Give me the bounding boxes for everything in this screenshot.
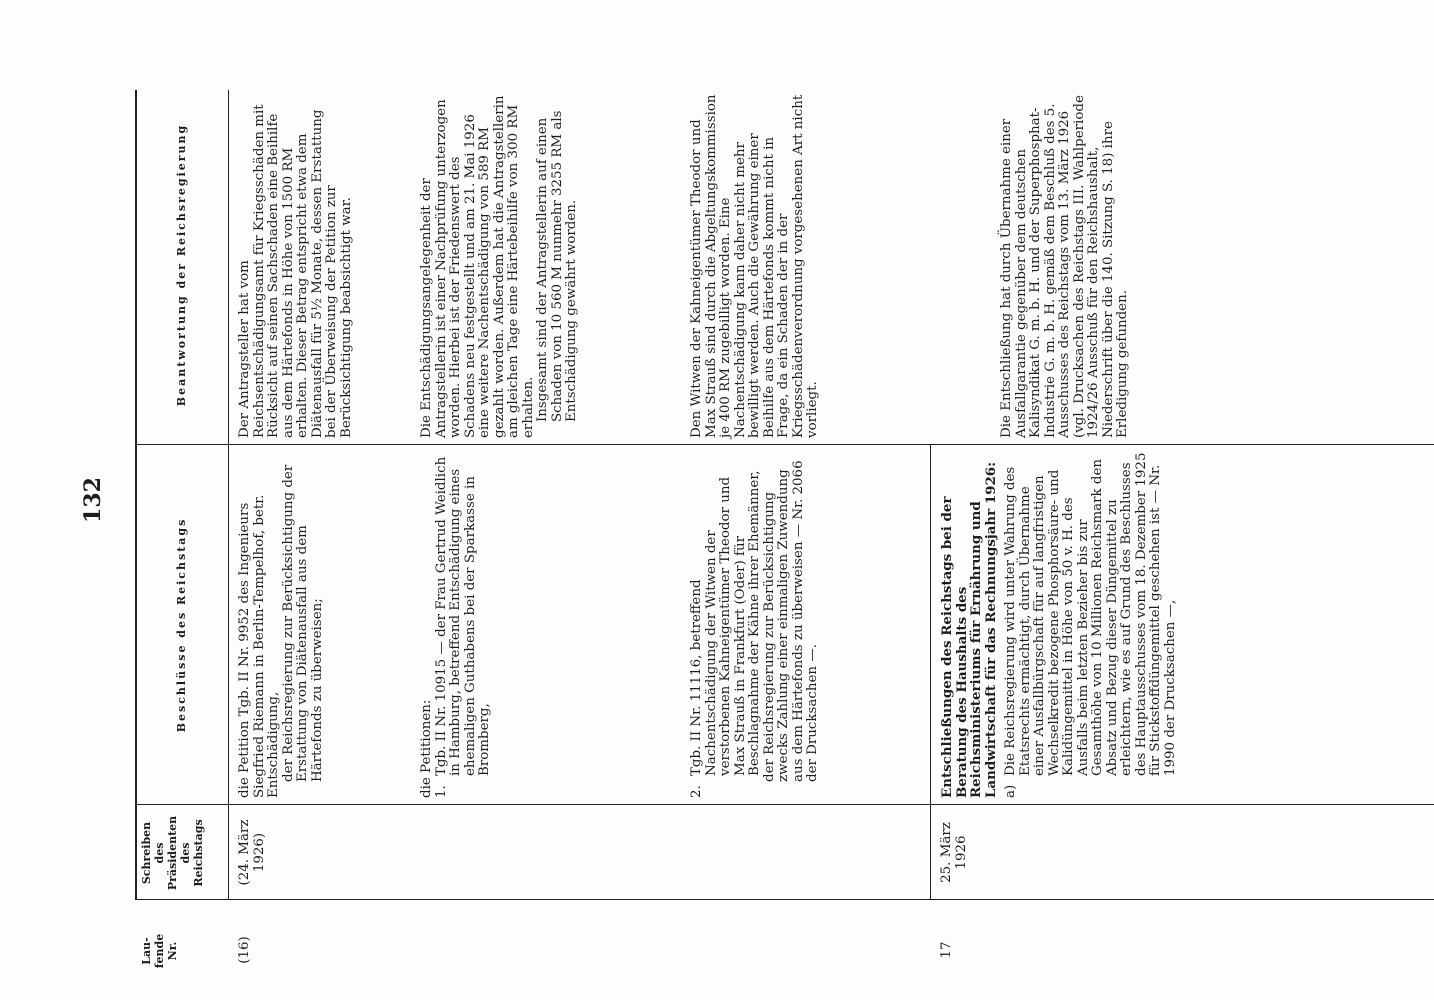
beschluss-text-17 bbox=[940, 450, 1178, 798]
header-nr: Lau- fende Nr. bbox=[140, 933, 179, 969]
beschluss-petitions bbox=[420, 450, 493, 798]
petitions-heading: die Petitionen: bbox=[419, 699, 434, 798]
row-nr: 17 bbox=[939, 941, 954, 959]
item2-num: 2. bbox=[689, 785, 704, 798]
header-beschluesse: Beschlüsse des Reichstags bbox=[175, 517, 188, 733]
answer-16c: Den Witwen der Kahneigentümer Theodor und Max Strauß sind durch die Abgeltungskommission je 400 RM zugebilligt worden. Eine Nachentschädigung kann daher nicht mehr bewilligt werden. Auch die Gewährung einer Beihilfe aus dem Härtefonds kommt nicht in Frage, da ein Schaden der in der Kriegsschädenverordnung vorgesehenen Art nicht vorliegt. bbox=[689, 94, 820, 438]
row-divider bbox=[930, 445, 931, 900]
table-top-rule bbox=[135, 90, 137, 900]
row-date: (24. März 1926) bbox=[237, 819, 267, 886]
header-schreiben: Schreiben des Präsidenten des Reichstags bbox=[140, 815, 205, 891]
item-a-num: a) bbox=[1003, 784, 1018, 798]
entschliessung-heading: Entschließungen des Reichstags bei der Beratung des Haushalts des Reichsministeriums für Ernährung und Landwirtschaft für das Rechnungsjahr 1926: bbox=[939, 461, 999, 798]
answer-16b bbox=[420, 93, 580, 438]
header-beantwortung: Beantwortung der Reichsregierung bbox=[175, 123, 188, 407]
row-date: 25. März 1926 bbox=[939, 822, 969, 883]
item-a-text: Die Reichsregierung wird unter Wahrung des Etatsrechts ermächtigt, durch Übernahme einer Ausfallbürgschaft für auf langfristigen Wechselkredit bezogene Phosphorsäure- und Kalidüngemittel in Höhe von 50 v. H. des Ausfalls beim letzten Bezieher bis zur Gesamthöhe von 10 Millionen Reichsmark den Absatz und Bezug dieser Düngemittel zu erleichtern, wie es auf Grund des Beschlusses des Hauptausschusses vom 18. Dezember 1925 für Stickstoffdüngemittel geschehen ist — Nr. 1990 der Drucksachen —, bbox=[1003, 452, 1178, 776]
item2-action: der Reichsregierung zur Berücksichtigung zwecks Zahlung einer einmaligen Zuwendung aus dem Härtefonds zu überweisen — Nr. 2066 der Drucksachen —. bbox=[761, 460, 820, 782]
beschluss-text-16 bbox=[238, 450, 325, 798]
answer-16b-summary: Insgesamt sind der Antragstellerin auf einen Schaden von 10 560 M nunmehr 3255 RM als Entschädigung gewährt worden. bbox=[535, 110, 579, 422]
dfg-watermark bbox=[1412, 8, 1434, 992]
page-number: 132 bbox=[80, 477, 106, 523]
row-nr: (16) bbox=[237, 936, 252, 964]
beschluss-item2 bbox=[690, 450, 821, 798]
item2-text: Tgb. II Nr. 11116, betreffend Nachentschädigung der Witwen der verstorbenen Kahneigentümer Theodor und Max Strauß in Frankfurt (Oder) für Beschlagnahme der Kähne ihrer Ehemänner, bbox=[689, 470, 762, 776]
answer-16a: Der Antragsteller hat vom Reichsentschädigungsamt für Kriegsschäden mit Rücksicht auf seinen Sachschaden eine Beihilfe aus dem Härtefonds in Höhe von 1500 RM erhalten. Dieser Betrag entspricht etwa dem Diätenausfall für 5½ Monate, dessen Erstattung bei der Überweisung der Petition zur Berücksichtigung beabsichtigt war. bbox=[237, 104, 354, 438]
beschluss-action: der Reichsregierung zur Berücksichtigung der Erstattung von Diätenausfall aus dem Härtefonds zu überweisen; bbox=[280, 464, 325, 782]
column-divider-3 bbox=[136, 444, 1434, 445]
answer-16b-text: Die Entschädigungsangelegenheit der Antragstellerin ist einer Nachprüfung unterzogen worden. Hierbei ist der Friedenswert des Schadens neu festgestellt und am 21. Mai 1926 eine weitere Nachentschädigung von 589 RM gezahlt worden. Außerdem hat die Antragstellerin am gleichen Tage eine Härtebeihilfe von 300 RM erhalten. bbox=[419, 95, 536, 438]
header-bottom-rule bbox=[228, 90, 229, 900]
column-divider-1 bbox=[136, 899, 1434, 900]
column-divider-2 bbox=[136, 804, 1434, 805]
beschluss-intro: die Petition Tgb. II Nr. 9952 des Ingenieurs Siegfried Riemann in Berlin-Tempelhof, betr. Entschädigung, bbox=[237, 494, 281, 798]
item1-num: 1. bbox=[433, 785, 449, 798]
item1-text: Tgb. II Nr. 10915 — der Frau Gertrud Weidlich in Hamburg, betreffend Entschädigung eines ehemaligen Guthabens bei der Sparkasse in Bromberg, bbox=[433, 456, 492, 776]
answer-17: Die Entschließung hat durch Übernahme einer Ausfallgarantie gegenüber dem deutschen Kalisyndikat G. m. b. H. und der Superphosphat-Industrie G. m. b. H. gemäß dem Beschluß des 5. Ausschusses des Reichstags vom 13. März 1926 (vgl. Drucksachen des Reichstags III. Wahlperiode 1924/26 Ausschuß für den Reichshaushalt, Niederschrift über die 140. Sitzung S. 18) ihre Erledigung gefunden. bbox=[999, 95, 1130, 438]
